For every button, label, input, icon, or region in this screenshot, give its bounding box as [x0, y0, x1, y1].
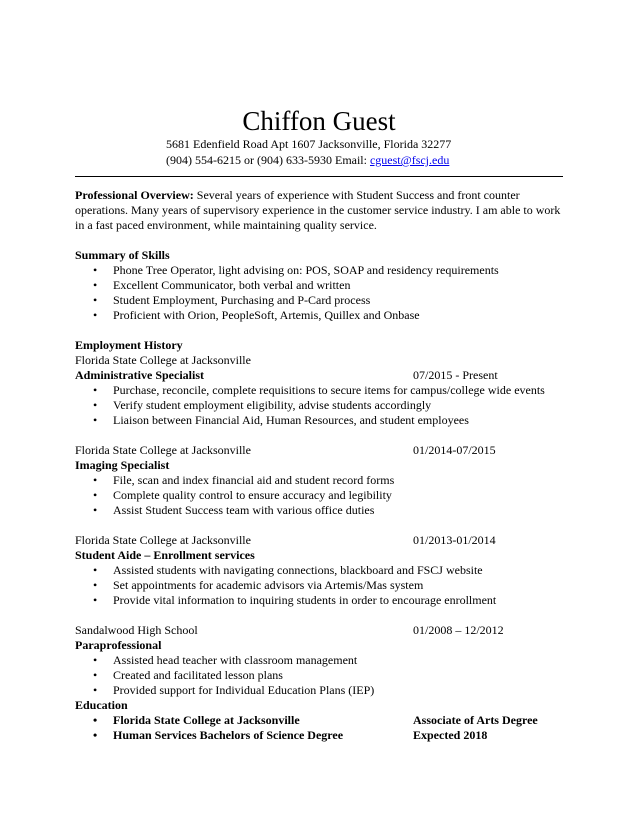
- address-line: 5681 Edenfield Road Apt 1607 Jacksonville, Florida 32277: [166, 137, 452, 151]
- education-degree: Associate of Arts Degree: [413, 713, 538, 727]
- duty-item: [75, 668, 565, 683]
- employment-section: [75, 338, 565, 698]
- duty-item: [75, 593, 565, 608]
- header-divider: [75, 176, 563, 177]
- bullet-icon: •: [93, 563, 98, 577]
- skill-item-text: Excellent Communicator, both verbal and written: [113, 278, 351, 292]
- job-duties: [75, 653, 565, 698]
- duty-item: [75, 653, 565, 668]
- bullet-icon: •: [93, 413, 98, 427]
- duty-item-text: Assist Student Success team with various office duties: [113, 503, 375, 517]
- duty-item-text: Verify student employment eligibility, advise students accordingly: [113, 398, 432, 412]
- education-degree: Expected 2018: [413, 728, 488, 742]
- job-duties: [75, 383, 565, 428]
- education-section: [75, 698, 565, 743]
- duty-item-text: File, scan and index financial aid and student record forms: [113, 473, 395, 487]
- duty-item: [75, 383, 565, 398]
- email-link[interactable]: cguest@fscj.edu: [369, 153, 450, 167]
- candidate-name: Chiffon Guest: [242, 106, 396, 136]
- job-header-row: [75, 623, 565, 638]
- duty-item-text: Liaison between Financial Aid, Human Resources, and student employees: [113, 413, 469, 427]
- overview-label: Professional Overview:: [75, 188, 194, 202]
- bullet-icon: •: [93, 398, 98, 412]
- skill-item: [75, 293, 565, 308]
- skill-item: [75, 263, 565, 278]
- education-school: Florida State College at Jacksonville: [113, 713, 300, 727]
- duty-item: [75, 473, 565, 488]
- job-dates: 01/2014-07/2015: [413, 443, 496, 457]
- duty-item-text: Assisted students with navigating connections, blackboard and FSCJ website: [113, 563, 483, 577]
- duty-item-text: Provided support for Individual Education Plans (IEP): [113, 683, 375, 697]
- job-entry: [75, 428, 565, 518]
- duty-item-text: Set appointments for academic advisors via Artemis/Mas system: [113, 578, 424, 592]
- skills-list: [75, 263, 565, 323]
- skill-item: [75, 308, 565, 323]
- job-dates: 01/2013-01/2014: [413, 533, 496, 547]
- bullet-icon: •: [93, 578, 98, 592]
- spacer: [75, 518, 565, 533]
- email-label: Email:: [334, 153, 367, 167]
- duty-item: [75, 503, 565, 518]
- skills-title: Summary of Skills: [75, 248, 170, 262]
- skill-item-text: Proficient with Orion, PeopleSoft, Artemis, Quillex and Onbase: [113, 308, 420, 322]
- job-list: [75, 353, 565, 698]
- job-duties: [75, 473, 565, 518]
- education-list: [75, 713, 565, 743]
- bullet-icon: •: [93, 293, 98, 307]
- contact-line: [166, 153, 449, 167]
- duty-item-text: Created and facilitated lesson plans: [113, 668, 283, 682]
- resume-body: [75, 188, 565, 743]
- bullet-icon: •: [93, 263, 98, 277]
- job-header-row: [75, 443, 565, 458]
- bullet-icon: •: [93, 668, 98, 682]
- duty-item-text: Purchase, reconcile, complete requisitions to secure items for campus/college wide events: [113, 383, 545, 397]
- spacer: [75, 428, 565, 443]
- job-header-row: [75, 533, 565, 548]
- bullet-icon: •: [93, 278, 98, 292]
- job-employer: Sandalwood High School: [75, 623, 198, 637]
- bullet-icon: •: [93, 593, 98, 607]
- bullet-icon: •: [93, 488, 98, 502]
- phone-numbers: (904) 554-6215 or (904) 633-5930: [166, 153, 332, 167]
- education-school: Human Services Bachelors of Science Degree: [113, 728, 344, 742]
- bullet-icon: •: [93, 503, 98, 517]
- education-item: [75, 728, 565, 743]
- professional-overview: [75, 188, 565, 233]
- overview-text: Several years of experience with Student Success and front counter operations. Many years of supervisory experience in the customer service industry. I am able to work in a fast paced environment, while maintaining quality service.: [75, 188, 561, 232]
- duty-item-text: Provide vital information to inquiring students in order to encourage enrollment: [113, 593, 497, 607]
- job-entry: [75, 608, 565, 698]
- job-dates: 01/2008 – 12/2012: [413, 623, 504, 637]
- duty-item-text: Complete quality control to ensure accuracy and legibility: [113, 488, 392, 502]
- job-title: Imaging Specialist: [75, 458, 170, 472]
- education-item: [75, 713, 565, 728]
- bullet-icon: •: [93, 308, 98, 322]
- job-employer: Florida State College at Jacksonville: [75, 353, 251, 367]
- skill-item-text: Phone Tree Operator, light advising on: POS, SOAP and residency requirements: [113, 263, 499, 277]
- bullet-icon: •: [93, 728, 98, 742]
- job-title: Paraprofessional: [75, 638, 162, 652]
- education-title: Education: [75, 698, 128, 712]
- job-title: Administrative Specialist: [75, 368, 204, 382]
- job-entry: [75, 518, 565, 608]
- duty-item: [75, 488, 565, 503]
- bullet-icon: •: [93, 473, 98, 487]
- job-title: Student Aide – Enrollment services: [75, 548, 255, 562]
- spacer: [75, 608, 565, 623]
- skills-section: [75, 248, 565, 323]
- bullet-icon: •: [93, 713, 98, 727]
- skill-item-text: Student Employment, Purchasing and P-Card process: [113, 293, 371, 307]
- skill-item: [75, 278, 565, 293]
- duty-item: [75, 563, 565, 578]
- job-duties: [75, 563, 565, 608]
- job-header-row: [75, 368, 565, 383]
- job-employer: Florida State College at Jacksonville: [75, 443, 251, 457]
- bullet-icon: •: [93, 383, 98, 397]
- duty-item: [75, 683, 565, 698]
- employment-title: Employment History: [75, 338, 183, 352]
- bullet-icon: •: [93, 653, 98, 667]
- duty-item: [75, 398, 565, 413]
- job-entry: [75, 353, 565, 428]
- job-employer: Florida State College at Jacksonville: [75, 533, 251, 547]
- job-dates: 07/2015 - Present: [413, 368, 498, 382]
- duty-item: [75, 578, 565, 593]
- bullet-icon: •: [93, 683, 98, 697]
- duty-item: [75, 413, 565, 428]
- duty-item-text: Assisted head teacher with classroom management: [113, 653, 358, 667]
